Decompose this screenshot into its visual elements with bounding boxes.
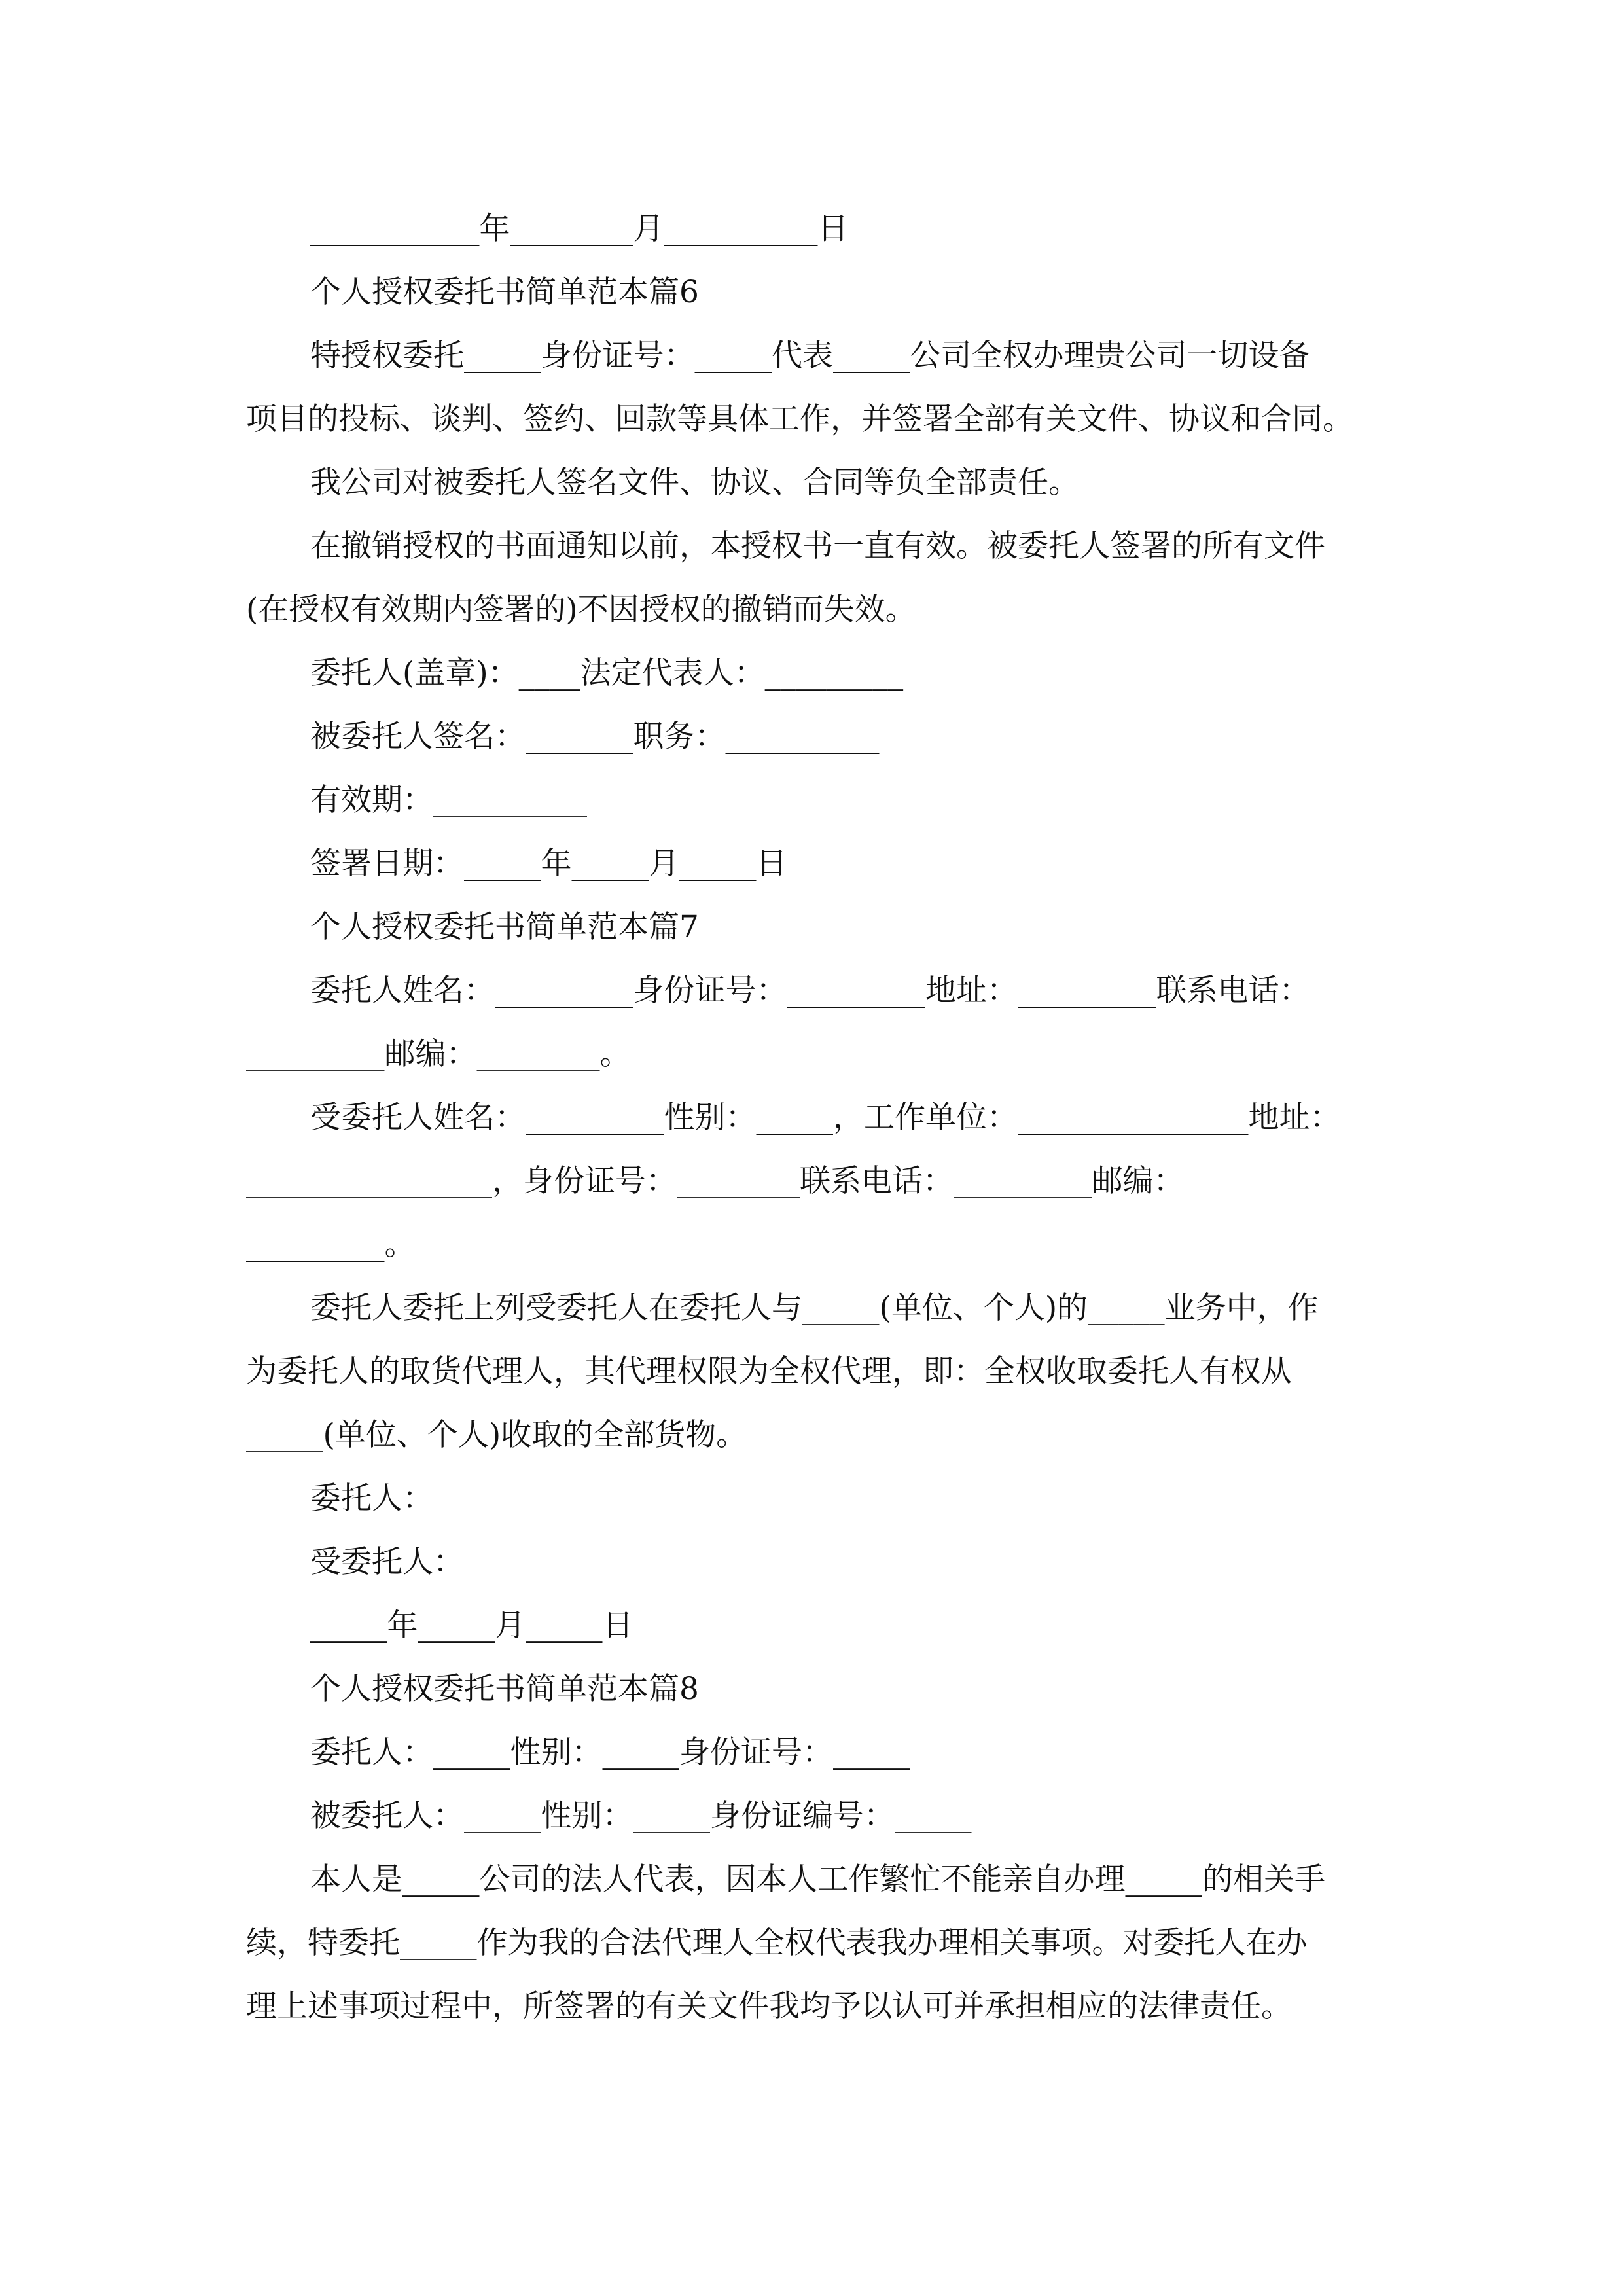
- signature-line: 委托人：: [310, 1480, 433, 1516]
- form-line: _________。: [246, 1227, 416, 1263]
- form-line: 签署日期：_____年_____月_____日: [310, 846, 787, 882]
- paragraph-line: 我公司对被委托人签名文件、协议、合同等负全部责任。: [310, 465, 1079, 501]
- form-line: 有效期：__________: [310, 782, 587, 818]
- form-line: 被委托人：_____性别：_____身份证编号：_____: [310, 1798, 972, 1834]
- form-line: 被委托人签名：_______职务：__________: [310, 719, 880, 755]
- paragraph-line: 在撤销授权的书面通知以前，本授权书一直有效。被委托人签署的所有文件: [310, 528, 1325, 564]
- paragraph-line: 理上述事项过程中，所签署的有关文件我均予以认可并承担相应的法律责任。: [246, 1988, 1292, 2024]
- form-line: 受委托人姓名：_________性别：_____，工作单位：_______________地址：: [310, 1100, 1341, 1136]
- paragraph-line: 委托人委托上列受委托人在委托人与_____(单位、个人)的_____业务中，作: [310, 1290, 1319, 1326]
- form-line: ________________，身份证号：________联系电话：_________邮编：: [246, 1163, 1185, 1199]
- form-line: 委托人：_____性别：_____身份证号：_____: [310, 1734, 910, 1770]
- form-line: _________邮编：________。: [246, 1036, 631, 1072]
- paragraph-line: 特授权委托_____身份证号：_____代表_____公司全权办理贵公司一切设备: [310, 338, 1310, 374]
- section-heading-8: 个人授权委托书简单范本篇8: [310, 1671, 699, 1707]
- paragraph-line: _____(单位、个人)收取的全部货物。: [246, 1417, 747, 1453]
- signature-line: 受委托人：: [310, 1544, 464, 1580]
- paragraph-line: 项目的投标、谈判、签约、回款等具体工作，并签署全部有关文件、协议和合同。: [246, 401, 1353, 437]
- paragraph-line: 为委托人的取货代理人，其代理权限为全权代理，即：全权收取委托人有权从: [246, 1354, 1292, 1390]
- paragraph-line: (在授权有效期内签署的)不因授权的撤销而失效。: [246, 592, 916, 628]
- date-line: ___________年________月__________日: [310, 211, 849, 247]
- paragraph-line: 本人是_____公司的法人代表，因本人工作繁忙不能亲自办理_____的相关手: [310, 1861, 1325, 1897]
- form-line: 委托人姓名：_________身份证号：_________地址：_________联系电话：: [310, 973, 1310, 1009]
- section-heading-7: 个人授权委托书简单范本篇7: [310, 909, 699, 945]
- form-line: 委托人(盖章)：____法定代表人：_________: [310, 655, 904, 691]
- date-line: _____年_____月_____日: [310, 1607, 633, 1643]
- paragraph-line: 续，特委托_____作为我的合法代理人全权代表我办理相关事项。对委托人在办: [246, 1925, 1308, 1961]
- section-heading-6: 个人授权委托书简单范本篇6: [310, 274, 699, 310]
